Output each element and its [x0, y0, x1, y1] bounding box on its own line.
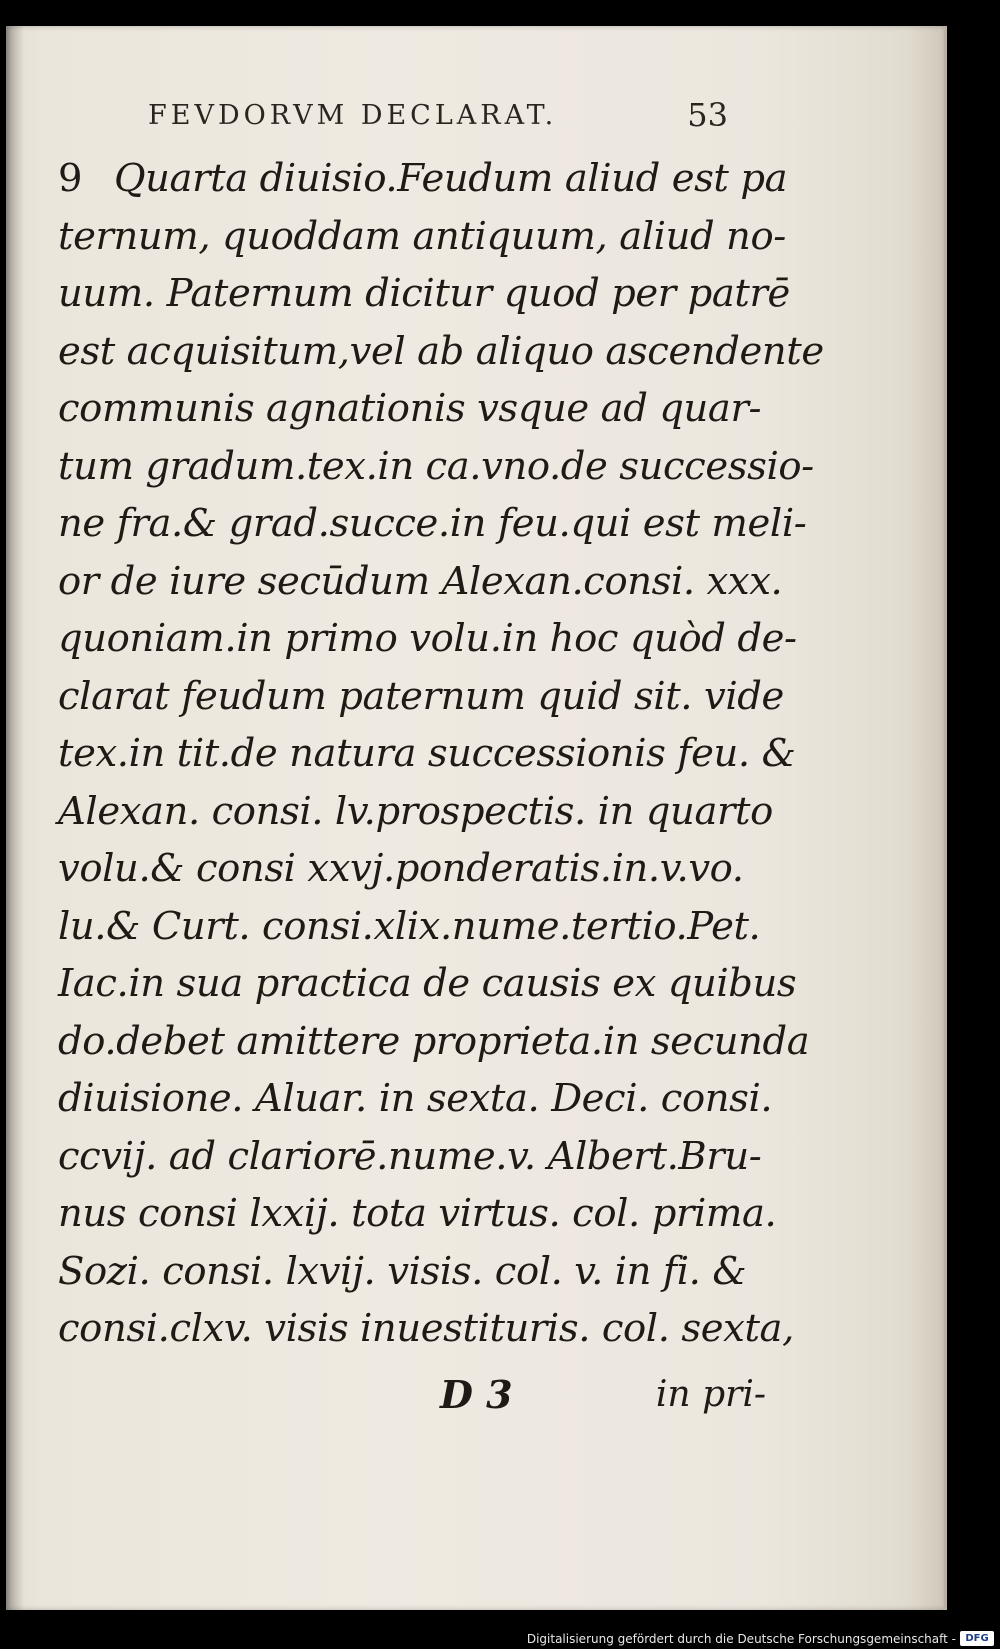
signature-mark: D 3 — [440, 1372, 513, 1417]
text-line: Iac.in sua practica de causis ex quibus — [58, 961, 797, 1006]
text-line: do.debet amittere proprieta.in secunda — [58, 1018, 810, 1064]
footer-bar — [0, 1627, 1000, 1649]
text-line: consi.clxv. visis inuestituris. col. sexta, — [58, 1306, 794, 1351]
text-line: uum. Paternum dicitur quod per patrē — [58, 271, 790, 316]
section-number: 9 — [58, 156, 83, 201]
text-line: volu.& consi xxvj.ponderatis.in.v.vo. — [58, 846, 744, 891]
text-line: quoniam.in primo volu.in hoc quòd de- — [58, 616, 797, 661]
dfg-logo-icon: DFG — [960, 1631, 994, 1646]
text-line: or de iure secūdum Alexan.consi. xxx. — [58, 558, 783, 604]
body-text — [58, 150, 824, 1358]
running-title: FEVDORVM DECLARAT. — [148, 100, 558, 131]
text-line: Sozi. consi. lxvij. visis. col. v. in fi. & — [58, 1248, 747, 1294]
text-line — [58, 150, 788, 208]
text-line: Alexan. consi. lv.prospectis. in quarto — [58, 788, 773, 834]
running-head — [148, 92, 728, 138]
text-line: communis agnationis vsque ad quar- — [58, 386, 762, 431]
text-line: est acquisitum,vel ab aliquo ascendente — [58, 328, 824, 374]
text-line: ne fra.& grad.succe.in feu.qui est meli- — [58, 501, 807, 546]
text-line: ccvij. ad clariorē.nume.v. Albert.Bru- — [58, 1133, 762, 1179]
text-line: tum gradum.tex.in ca.vno.de successio- — [58, 443, 814, 489]
catchword: in pri- — [655, 1374, 766, 1415]
footer-credit: Digitalisierung gefördert durch die Deutsche Forschungsgemeinschaft - — [526, 1632, 956, 1646]
text-line: diuisione. Aluar. in sexta. Deci. consi. — [58, 1076, 773, 1121]
text-line: nus consi lxxij. tota virtus. col. prima. — [58, 1191, 777, 1236]
catchline — [440, 1372, 780, 1432]
text-line: clarat feudum paternum quid sit. vide — [58, 673, 784, 719]
text-line-content: Quarta diuisio.Feudum aliud est pa — [114, 156, 788, 201]
page-number: 53 — [687, 96, 728, 134]
text-line: tex.in tit.de natura successionis feu. & — [58, 731, 796, 776]
spine-shadow — [6, 26, 24, 1610]
text-line: ternum, quoddam antiquum, aliud no- — [58, 213, 786, 259]
text-line: lu.& Curt. consi.xlix.nume.tertio.Pet. — [58, 903, 761, 949]
